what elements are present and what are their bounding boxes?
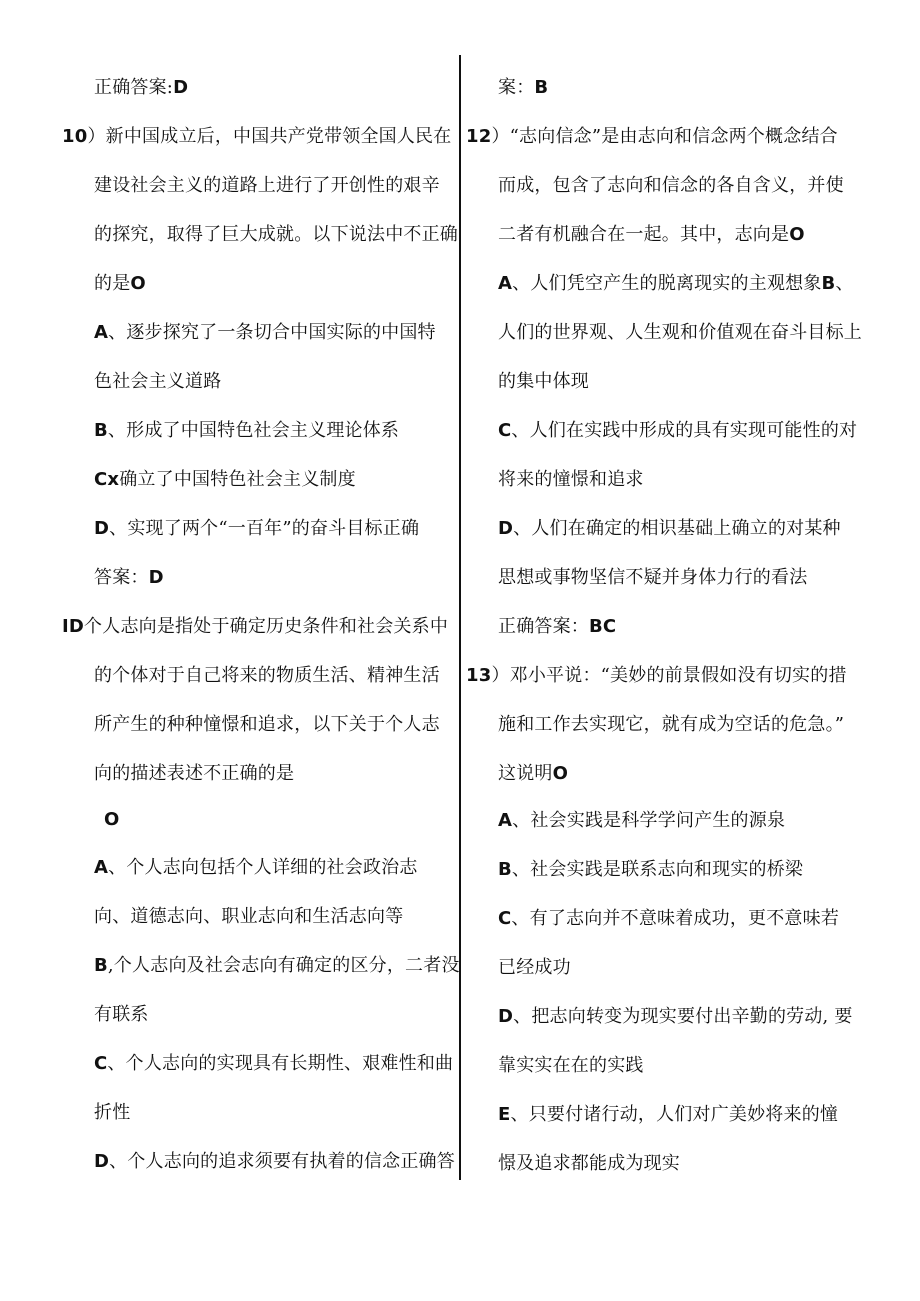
option-c-cont: 将来的憧憬和追求: [498, 469, 644, 490]
option-a-cont: 色社会主义道路: [94, 371, 222, 392]
question-11-line: 向的描述表述不正确的是: [94, 763, 295, 784]
question-10-line: 的探究，取得了巨大成就。以下说法中不正确: [94, 224, 458, 245]
option-d: D、把志向转变为现实要付出辛勤的劳动, 要: [498, 1006, 853, 1027]
question-12-line: 而成，包含了志向和信念的各自含义，并使: [498, 175, 844, 196]
option-a: A、逐步探究了一条切合中国实际的中国特: [94, 322, 436, 343]
question-11-line: ID个人志向是指处于确定历史条件和社会关系中: [62, 616, 449, 637]
question-10-line: 的是O: [94, 273, 146, 294]
option-e-cont: 憬及追求都能成为现实: [498, 1153, 680, 1174]
option-c: C、人们在实践中形成的具有实现可能性的对: [498, 420, 858, 441]
question-12-line: 12）“志向信念”是由志向和信念两个概念结合: [466, 126, 838, 147]
option-c: C、个人志向的实现具有长期性、艰难性和曲: [94, 1053, 454, 1074]
answer-10: 答案：D: [94, 567, 164, 588]
option-a-cont: 向、道德志向、职业志向和生活志向等: [94, 906, 404, 927]
option-c: Cx确立了中国特色社会主义制度: [94, 469, 356, 490]
answer-blank: O: [104, 809, 120, 830]
answer-11: 案：B: [498, 77, 549, 98]
option-b: B、形成了中国特色社会主义理论体系: [94, 420, 400, 441]
question-10-line: 建设社会主义的道路上进行了开创性的艰辛: [94, 175, 440, 196]
option-e: E、只要付诸行动，人们对广美妙将来的憧: [498, 1104, 839, 1125]
option-b-cont: 的集中体现: [498, 371, 589, 392]
option-b: 人们的世界观、人生观和价值观在奋斗目标上: [498, 322, 862, 343]
option-a: A、社会实践是科学学问产生的源泉: [498, 810, 786, 831]
option-d: D、个人志向的追求须要有执着的信念正确答: [94, 1151, 455, 1172]
question-11-line: 所产生的种种憧憬和追求，以下关于个人志: [94, 714, 440, 735]
option-d: D、实现了两个“一百年”的奋斗目标正确: [94, 518, 420, 539]
option-d-cont: 靠实实在在的实践: [498, 1055, 644, 1076]
option-d-cont: 思想或事物坚信不疑并身体力行的看法: [498, 567, 808, 588]
answer-9: 正确答案:D: [94, 77, 189, 98]
option-a: A、个人志向包括个人详细的社会政治志: [94, 857, 418, 878]
option-c-cont: 折性: [94, 1102, 131, 1123]
option-b-cont: 有联系: [94, 1004, 149, 1025]
option-d: D、人们在确定的相识基础上确立的对某种: [498, 518, 841, 539]
column-divider: [459, 55, 461, 1180]
question-13-line: 13）邓小平说：“美妙的前景假如没有切实的措: [466, 665, 847, 686]
question-11-line: 的个体对于自己将来的物质生活、精神生活: [94, 665, 440, 686]
option-a: A、人们凭空产生的脱离现实的主观想象B、: [498, 273, 854, 294]
answer-12: 正确答案：BC: [498, 616, 617, 637]
option-b: B,个人志向及社会志向有确定的区分，二者没: [94, 955, 460, 976]
option-c: C、有了志向并不意味着成功，更不意味若: [498, 908, 840, 929]
option-c-cont: 已经成功: [498, 957, 571, 978]
question-13-line: 这说明O: [498, 763, 569, 784]
question-13-line: 施和工作去实现它，就有成为空话的危急。”: [498, 714, 845, 735]
question-10-line: 10）新中国成立后，中国共产党带领全国人民在: [62, 126, 452, 147]
question-12-line: 二者有机融合在一起。其中，志向是O: [498, 224, 805, 245]
option-b: B、社会实践是联系志向和现实的桥梁: [498, 859, 804, 880]
